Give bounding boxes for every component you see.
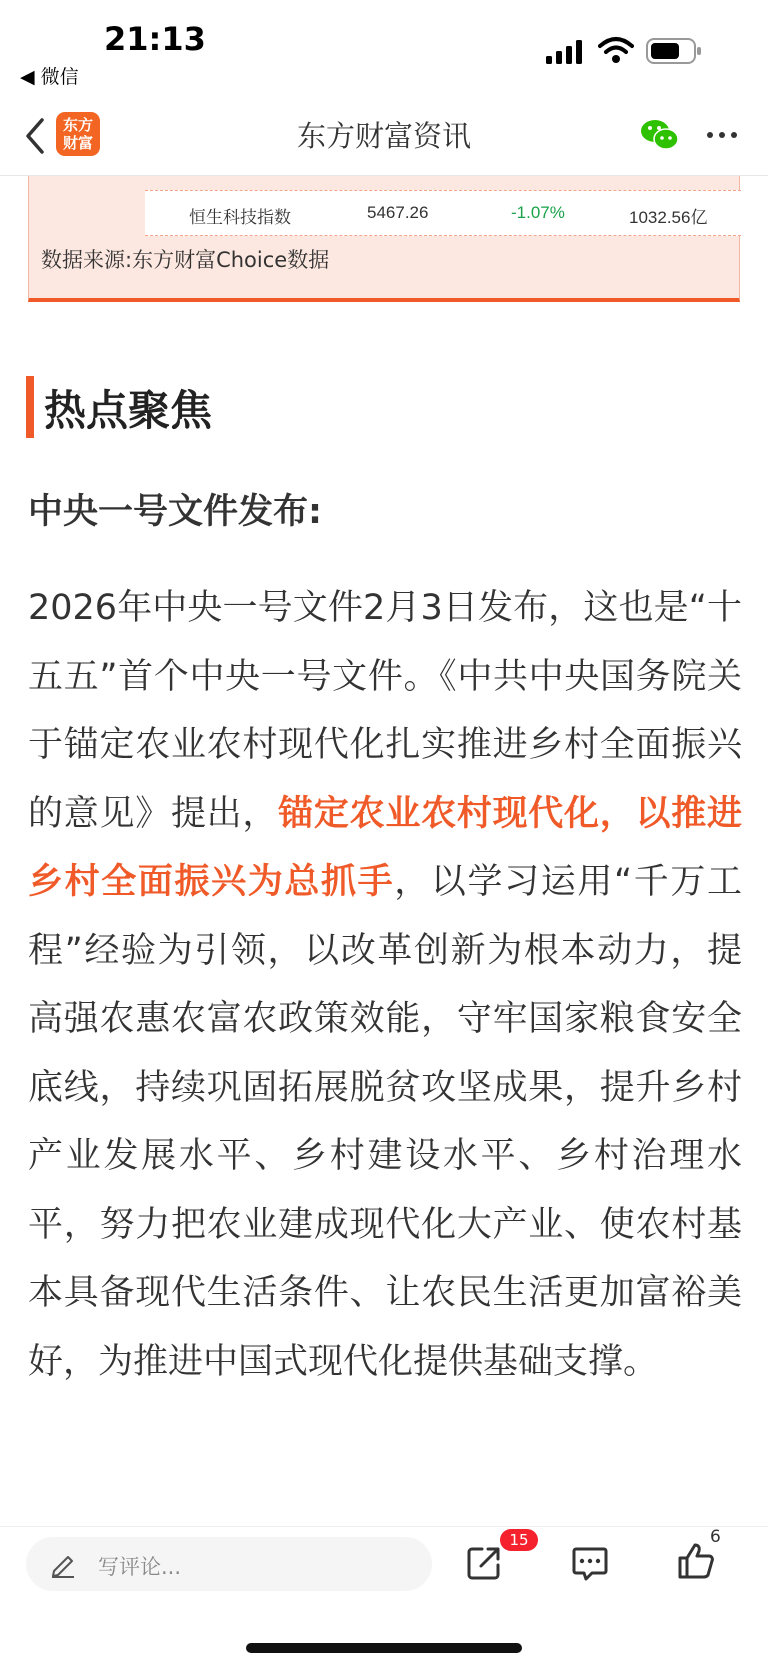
table-row xyxy=(145,190,741,236)
wechat-icon[interactable] xyxy=(640,118,680,152)
wifi-icon xyxy=(598,36,634,64)
index-value: 5467.26 xyxy=(367,203,429,222)
status-time: 21:13 xyxy=(104,20,206,58)
comment-placeholder: 写评论... xyxy=(98,1555,182,1579)
pencil-icon xyxy=(48,1549,78,1579)
share-icon[interactable] xyxy=(464,1543,504,1583)
status-bar xyxy=(0,0,768,100)
section-title: 热点聚焦 xyxy=(44,386,213,435)
bottom-action-bar xyxy=(0,1526,768,1665)
article-paragraph xyxy=(28,574,742,1396)
highlighted-text: 锚定农业农村现代化，以推进乡村全面振兴为总抓手 xyxy=(28,793,742,902)
more-icon[interactable] xyxy=(704,118,740,152)
paragraph-text: 2026年中央一号文件2月3日发布，这也是“十五五”首个中央一号文件。《中共中央国务院关于锚定农业农村现代化扎实推进乡村全面振兴的意见》提出， xyxy=(28,588,742,834)
chat-icon[interactable] xyxy=(570,1543,610,1583)
thumbs-up-icon[interactable] xyxy=(676,1541,716,1581)
section-accent-bar xyxy=(26,376,34,438)
index-change: -1.07% xyxy=(511,203,565,222)
back-to-app-link[interactable]: ◀ 微信 xyxy=(20,66,79,88)
index-turnover: 1032.56亿 xyxy=(629,208,708,227)
comment-input[interactable] xyxy=(26,1537,432,1591)
page-title: 东方财富资讯 xyxy=(296,119,471,153)
app-logo: 东方财富 xyxy=(56,112,100,156)
chevron-left-icon[interactable] xyxy=(22,116,48,156)
like-count: 6 xyxy=(710,1527,721,1547)
article-subheading: 中央一号文件发布: xyxy=(28,492,322,532)
nav-bar xyxy=(0,100,768,176)
signal-icon xyxy=(546,40,584,64)
data-source-note: 数据来源:东方财富Choice数据 xyxy=(41,248,330,272)
market-data-table xyxy=(28,176,740,302)
home-indicator xyxy=(246,1643,522,1653)
index-name: 恒生科技指数 xyxy=(189,208,291,227)
paragraph-text: ，以学习运用“千万工程”经验为引领，以改革创新为根本动力，提高强农惠农富农政策效能，守牢国家粮食安全底线，持续巩固拓展脱贫攻坚成果，提升乡村产业发展水平、乡村建设水平、乡村治理水平，努力把农业建成现代化大产业、使农村基本具备现代生活条件、让农民生活更加富裕美好，为推进中国式现代化提供基础支撑。 xyxy=(28,862,742,1382)
share-count-badge: 15 xyxy=(500,1529,538,1551)
battery-icon xyxy=(646,38,702,64)
